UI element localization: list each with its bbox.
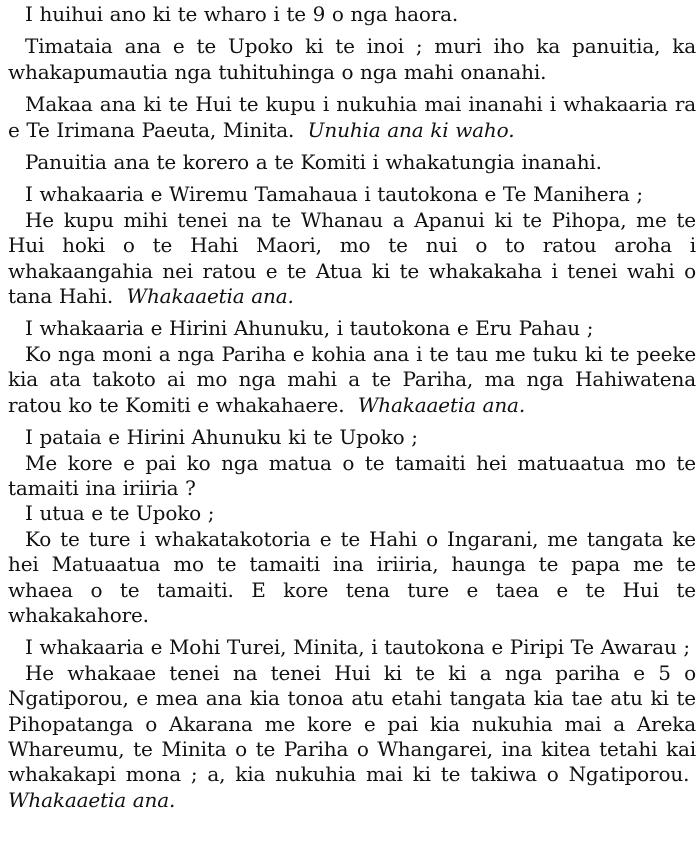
paragraph-13 — [8, 635, 696, 660]
paragraph-italic-note: Whakaaetia ana. — [357, 392, 526, 417]
paragraph-9 — [8, 425, 696, 450]
paragraph-3 — [8, 92, 696, 143]
paragraph-text: Ko nga moni a nga Pariha e kohia ana i te tau me tuku ki te peeke kia ata takoto ai mo nga mahi a te Pariha, ma nga Hahiwatena ratou ko te Komiti e whakahaere. — [8, 341, 696, 417]
paragraph-text: Makaa ana ki te Hui te kupu i nukuhia mai inanahi i whakaaria ra e Te Irimana Paeuta, Minita. — [8, 92, 696, 142]
paragraph-6 — [8, 208, 696, 310]
paragraph-text: He whakaae tenei na tenei Hui ki te ki a nga pariha e 5 o Ngatiporou, e mea ana kia tonoa atu etahi tangata kia tae atu ki te Pihopatanga o Akarana me kore e pai kia nukuhia mai a Areka Whareumu, te Minita o te Pariha o Whangarei, ina kitea tetahi kai whakakapi mona ; a, kia nukuhia mai ki te takiwa o Ngatiporou. — [8, 660, 696, 787]
paragraph-text: Ko te ture i whakatakotoria e te Hahi o Ingarani, me tangata ke hei Matuaatua mo te tamaiti ina iriiria, haunga te papa me te whaea o te tamaiti. E kore tena ture e taea e te Hui te whakakahore. — [8, 526, 696, 627]
paragraph-12 — [8, 527, 696, 629]
paragraph-7 — [8, 316, 696, 341]
paragraph-text: He kupu mihi tenei na te Whanau a Apanui ki te Pihopa, me te Hui hoki o te Hahi Maori, mo te nui o to ratou aroha i whakaangahia nei ratou e te Atua ki te whakakaha i tenei wahi o tana Hahi. — [8, 207, 696, 309]
paragraph-text: I whakaaria e Hirini Ahunuku, i tautokona e Eru Pahau ; — [25, 316, 594, 341]
paragraph-1 — [8, 2, 696, 27]
paragraph-text: Timataia ana e te Upoko ki te inoi ; muri iho ka panuitia, ka whakapumautia nga tuhituhinga o nga mahi onanahi. — [8, 34, 696, 84]
paragraph-14 — [8, 661, 696, 813]
paragraph-4 — [8, 150, 696, 175]
paragraph-italic-note: Unuhia ana ki waho. — [307, 117, 515, 142]
paragraph-text: I whakaaria e Mohi Turei, Minita, i tautokona e Piripi Te Awarau ; — [25, 635, 690, 660]
paragraph-text: I huihui ano ki te wharo i te 9 o nga haora. — [25, 2, 459, 26]
paragraph-text: I whakaaria e Wiremu Tamahaua i tautokona e Te Manihera ; — [25, 182, 643, 207]
paragraph-italic-note: Whakaaetia ana. — [126, 284, 294, 309]
paragraph-italic-note: Whakaaetia ana. — [8, 787, 176, 812]
paragraph-text: Me kore e pai ko nga matua o te tamaiti hei matuaatua mo te tamaiti ina iriiria ? — [8, 450, 696, 500]
paragraph-8 — [8, 342, 696, 418]
paragraph-text: Panuitia ana te korero a te Komiti i whakatungia inanahi. — [25, 150, 602, 175]
paragraph-2 — [8, 34, 696, 85]
paragraph-10 — [8, 451, 696, 502]
paragraph-text: I utua e te Upoko ; — [25, 501, 215, 526]
paragraph-text: I pataia e Hirini Ahunuku ki te Upoko ; — [25, 425, 418, 450]
paragraph-5 — [8, 182, 696, 207]
paragraph-11 — [8, 501, 696, 526]
